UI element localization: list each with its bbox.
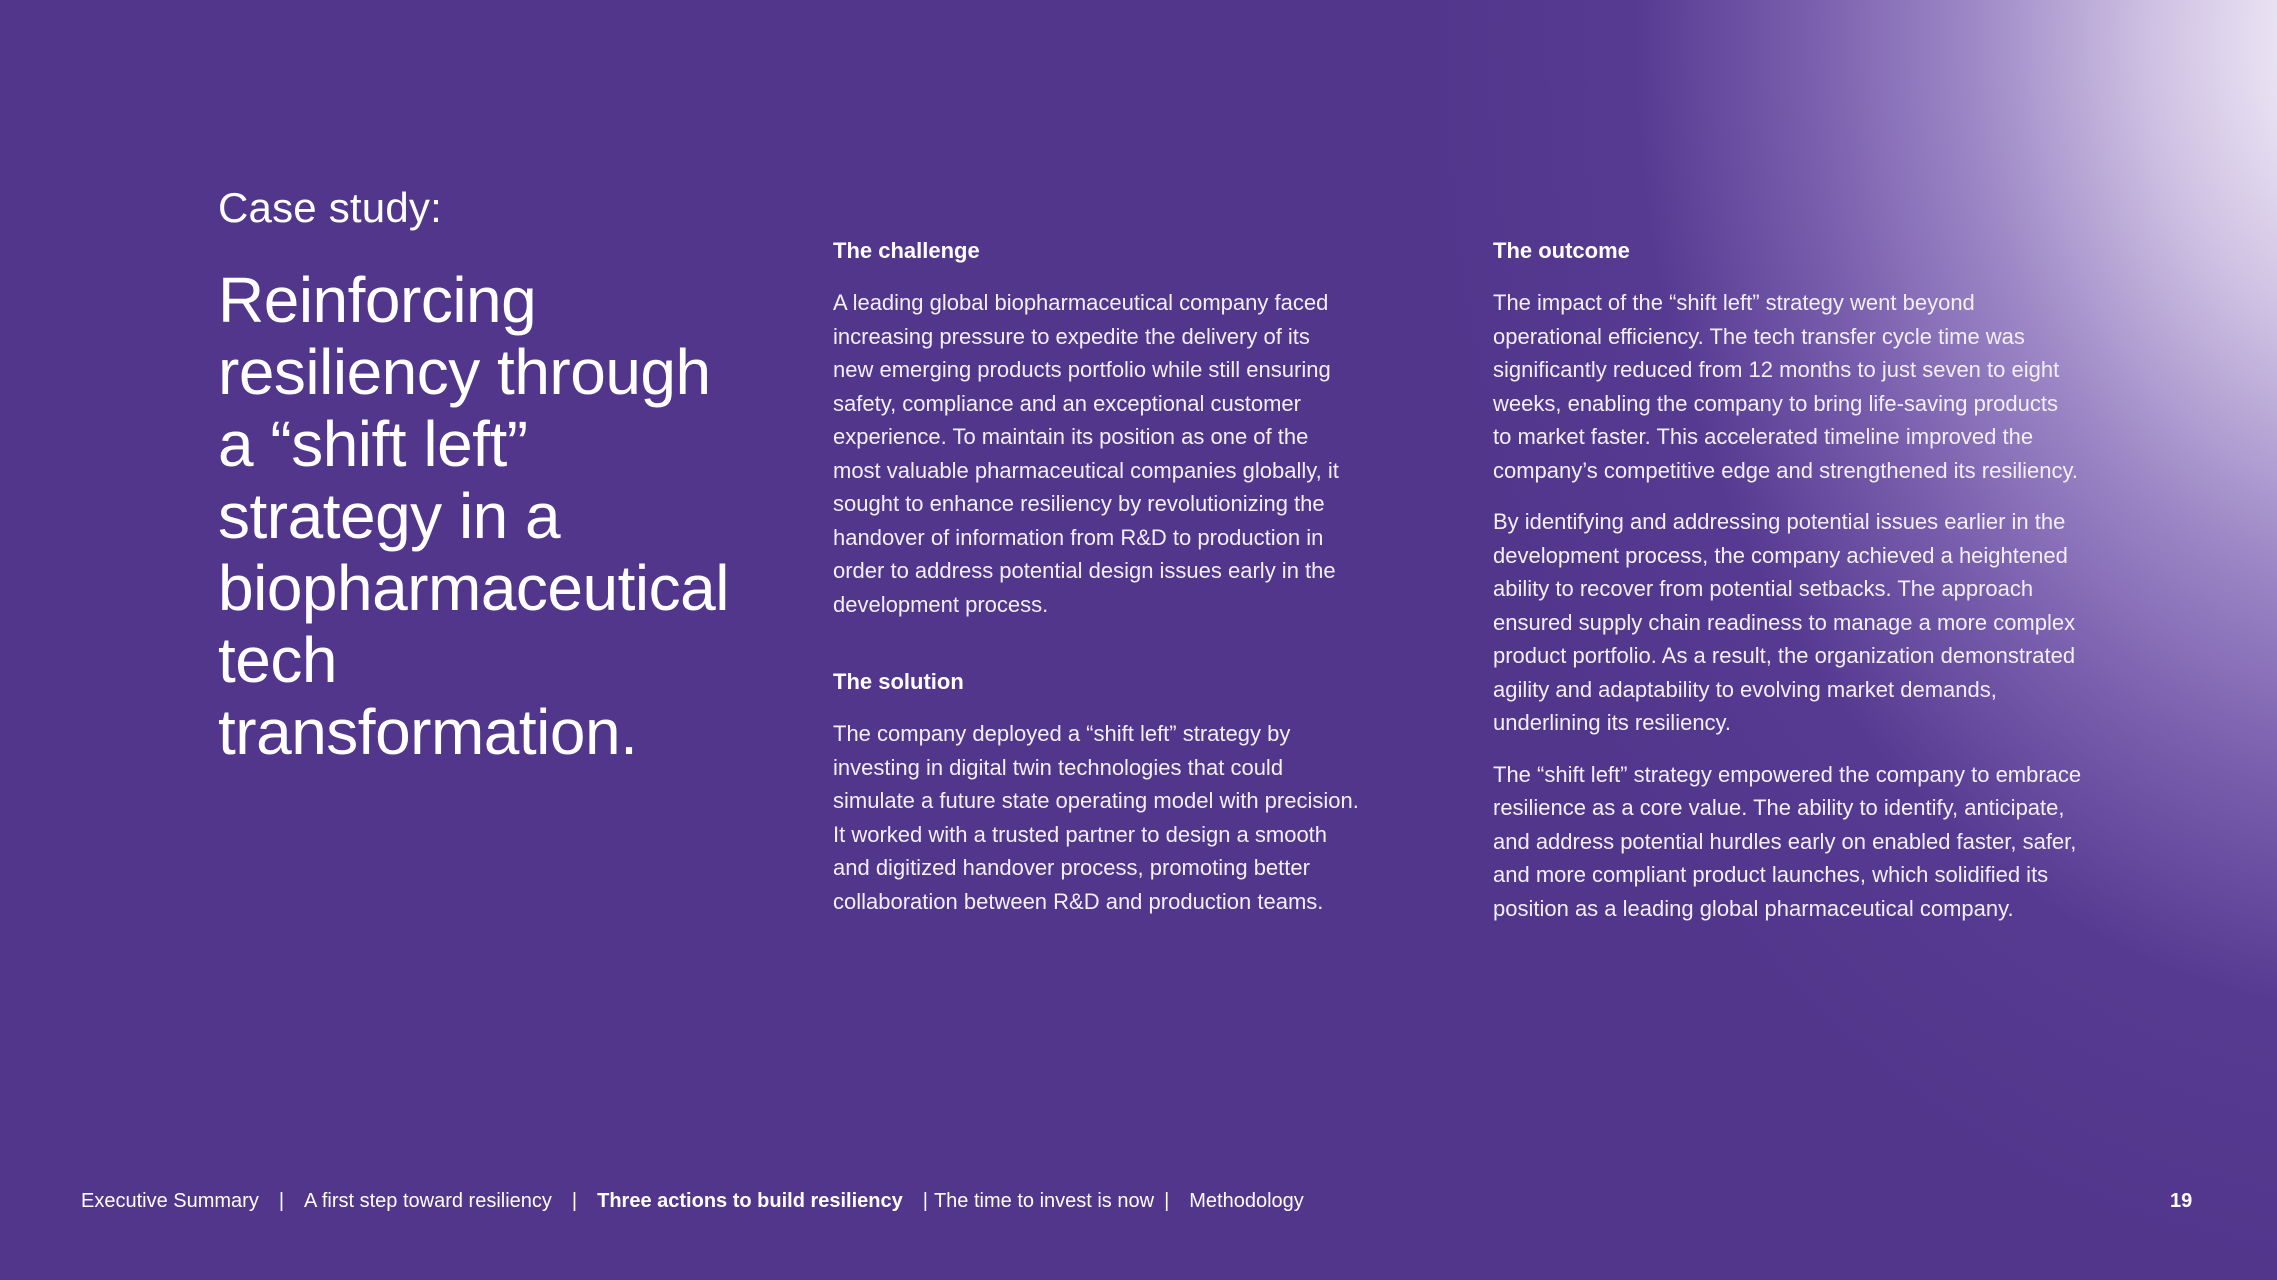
- page-number: 19: [2170, 1190, 2193, 1212]
- challenge-body: A leading global biopharmaceutical company faced increasing pressure to expedite the delivery of its new emerging products portfolio while still ensuring safety, compliance and an exceptional customer experience. To maintain its position as one of the most valuable pharmaceutical companies globally, it sought to enhance resiliency by revolutionizing the handover of information from R&D to production in order to address potential design issues early in the development process.: [833, 290, 1339, 617]
- footer-separator: |: [1164, 1190, 1170, 1212]
- footer-link-first-step[interactable]: A first step toward resiliency: [304, 1190, 552, 1212]
- footer-nav: [81, 1187, 1304, 1215]
- footer-separator: |: [922, 1190, 928, 1212]
- challenge-solution-column: [833, 236, 1413, 918]
- case-study-label: Case study:: [218, 184, 442, 231]
- footer-link-three-actions[interactable]: Three actions to build resiliency: [597, 1190, 903, 1212]
- outcome-column: [1493, 236, 2133, 925]
- footer-link-executive-summary[interactable]: Executive Summary: [81, 1190, 259, 1212]
- footer-separator: |: [278, 1190, 285, 1212]
- footer-link-methodology[interactable]: Methodology: [1189, 1190, 1304, 1212]
- footer-link-time-to-invest[interactable]: The time to invest is now: [933, 1190, 1155, 1212]
- outcome-paragraph-3: The “shift left” strategy empowered the company to embrace resilience as a core value. The ability to identify, anticipate, and address potential hurdles early on enabled faster, safer, and more compliant product launches, which solidified its position as a leading global pharmaceutical company.: [1493, 761, 2082, 921]
- outcome-heading: The outcome: [1493, 238, 1630, 263]
- paragraph-spacer: [1493, 740, 2133, 758]
- footer-separator: |: [571, 1190, 578, 1212]
- solution-body: The company deployed a “shift left” strategy by investing in digital twin technologies that could simulate a future state operating model with precision. It worked with a trusted partner to design a smooth and digitized handover process, promoting better collaboration between R&D and production teams.: [833, 721, 1359, 914]
- outcome-paragraph-1: The impact of the “shift left” strategy went beyond operational efficiency. The tech transfer cycle time was significantly reduced from 12 months to just seven to eight weeks, enabling the company to bring life-saving products to market faster. This accelerated timeline improved the company’s competitive edge and strengthened its resiliency.: [1493, 290, 2078, 483]
- solution-heading: The solution: [833, 669, 964, 694]
- challenge-heading: The challenge: [833, 238, 980, 263]
- title-block: [218, 180, 798, 768]
- section-spacer: [833, 621, 1413, 667]
- page-title: Reinforcing resiliency through a “shift left” strategy in a biopharmaceutical tech transformation.: [218, 264, 729, 768]
- outcome-paragraph-2: By identifying and addressing potential issues earlier in the development process, the company achieved a heightened ability to recover from potential setbacks. The approach ensured supply chain readiness to manage a more complex product portfolio. As a result, the organization demonstrated agility and adaptability to evolving market demands, underlining its resiliency.: [1493, 509, 2076, 735]
- paragraph-spacer: [1493, 487, 2133, 505]
